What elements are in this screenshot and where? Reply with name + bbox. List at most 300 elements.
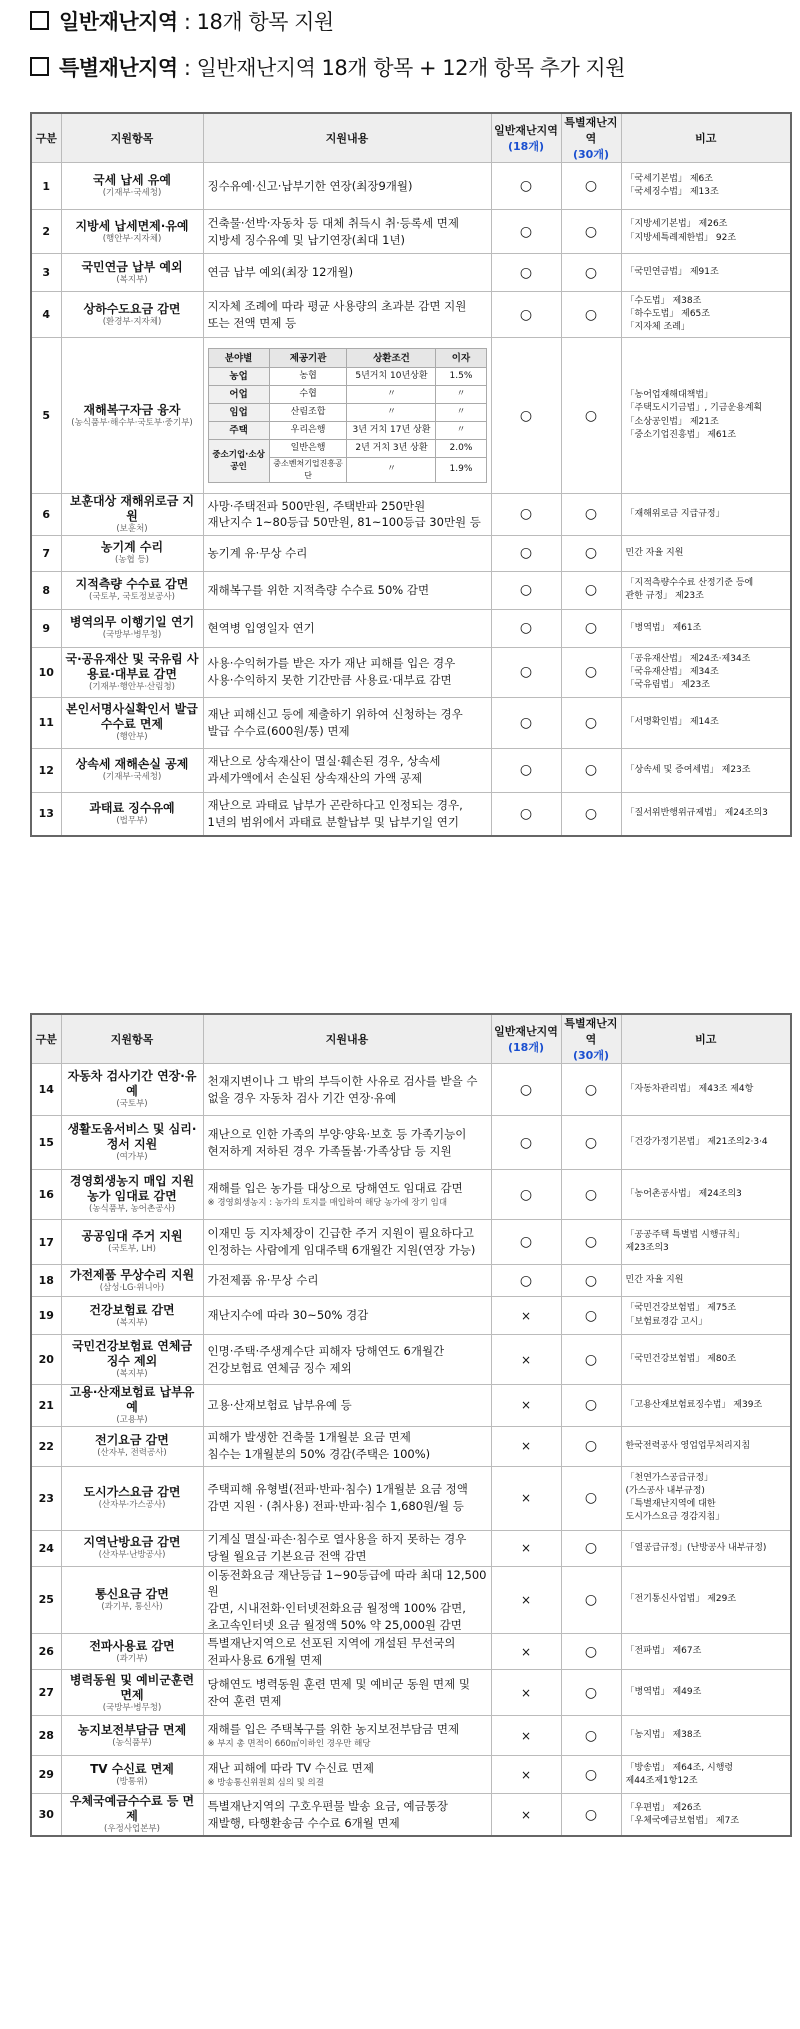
remark-line: 「국민건강보험법」 제80조 (625, 1353, 737, 1364)
col-special-count: (30개) (573, 148, 609, 161)
col-general (491, 1014, 561, 1064)
row-number: 10 (31, 647, 61, 697)
special-mark: ○ (561, 1297, 621, 1335)
remark (621, 748, 791, 792)
checkbox-square-icon (30, 57, 49, 76)
item-name: 국민연금 납부 예외 (81, 259, 183, 274)
remark (621, 1265, 791, 1297)
col-remark: 비고 (621, 113, 791, 163)
row-number: 4 (31, 292, 61, 338)
item-agency: (국토부) (116, 1099, 148, 1110)
remark-line: 「국민건강보험법」 제75조 (625, 1303, 737, 1314)
remark (621, 609, 791, 647)
remark (621, 1794, 791, 1836)
loan-rate: 1.9% (436, 458, 486, 482)
special-mark: ○ (561, 1385, 621, 1427)
general-mark: ○ (491, 647, 561, 697)
item-agency: (행안부) (116, 732, 148, 743)
content-line: 피해가 발생한 건축물 1개월분 요금 면제 (207, 1430, 411, 1445)
content-line: 특별재난지역의 구호우편물 발송 요금, 예금통장 (207, 1798, 448, 1813)
table-row (31, 647, 791, 697)
item-name: 도시가스요금 감면 (83, 1485, 181, 1500)
row-number: 17 (31, 1220, 61, 1265)
content-line: 재난 피해에 따라 TV 수신료 면제 (207, 1761, 374, 1776)
content-note: ※ 부지 총 면적이 660㎡이하인 경우만 해당 (207, 1738, 371, 1749)
item-name: 자동차 검사기간 연장·유예 (67, 1069, 197, 1099)
remark-line: 「질서위반행위규제법」 제24조의3 (625, 808, 768, 819)
item-name: 전기요금 감면 (95, 1433, 169, 1448)
col-special (561, 113, 621, 163)
remark (621, 1426, 791, 1466)
general-mark: ○ (491, 1220, 561, 1265)
support-item (61, 1634, 203, 1670)
support-item (61, 1385, 203, 1427)
loan-org: 일반은행 (269, 440, 347, 458)
support-item (61, 494, 203, 536)
loan-org: 수협 (269, 386, 347, 404)
item-name: 건강보험료 감면 (89, 1302, 175, 1317)
content-line: 이재민 등 지자체장이 긴급한 주거 지원이 필요하다고 (207, 1226, 474, 1241)
remark-line: 「보험료경감 고시」 (625, 1316, 708, 1327)
loan-row (208, 440, 486, 458)
remark (621, 1530, 791, 1566)
loan-field: 주택 (208, 422, 269, 440)
table-row (31, 1335, 791, 1385)
general-mark: × (491, 1566, 561, 1634)
table-row (31, 697, 791, 748)
special-mark: ○ (561, 571, 621, 609)
row-number: 8 (31, 571, 61, 609)
row-number: 26 (31, 1634, 61, 1670)
special-mark: ○ (561, 494, 621, 536)
row-number: 15 (31, 1116, 61, 1170)
row-number: 16 (31, 1170, 61, 1220)
item-name: 지방세 납세면제·유예 (75, 218, 189, 233)
row-number: 23 (31, 1466, 61, 1530)
table-row (31, 1220, 791, 1265)
remark-line: 「전파법」 제67조 (625, 1646, 702, 1657)
special-mark: ○ (561, 1466, 621, 1530)
support-content (203, 697, 491, 748)
content-line: 재발행, 타행환송금 수수료 6개월 면제 (207, 1815, 400, 1830)
row-number: 14 (31, 1064, 61, 1116)
remark (621, 535, 791, 571)
support-item (61, 792, 203, 836)
heading-general-text: : 18개 항목 지원 (177, 10, 334, 34)
support-content (203, 1335, 491, 1385)
general-mark: × (491, 1530, 561, 1566)
table-row (31, 1566, 791, 1634)
item-name: 국·공유재산 및 국유림 사용료·대부료 감면 (65, 651, 199, 681)
item-name: 가전제품 무상수리 지원 (69, 1267, 195, 1282)
content-line: 또는 전액 면제 등 (207, 315, 297, 330)
content-line: 잔여 훈련 면제 (207, 1693, 282, 1708)
support-item (61, 647, 203, 697)
loan-field: 어업 (208, 386, 269, 404)
content-line: 재해를 입은 농가를 대상으로 당해연도 임대료 감면 (207, 1181, 463, 1195)
support-item (61, 1566, 203, 1634)
row-number: 7 (31, 535, 61, 571)
remark (621, 1297, 791, 1335)
special-mark: ○ (561, 748, 621, 792)
remark (621, 1335, 791, 1385)
support-content (203, 609, 491, 647)
content-line: 건강보험료 연체금 징수 제외 (207, 1360, 352, 1375)
loan-term: 〃 (347, 404, 436, 422)
support-content (203, 792, 491, 836)
loan-row (208, 386, 486, 404)
general-mark: × (491, 1756, 561, 1794)
loan-field: 농업 (208, 368, 269, 386)
row-number: 20 (31, 1335, 61, 1385)
special-mark: ○ (561, 1335, 621, 1385)
heading-special-label: 특별재난지역 (59, 56, 178, 80)
special-mark: ○ (561, 1530, 621, 1566)
row-number: 11 (31, 697, 61, 748)
table-row (31, 494, 791, 536)
content-line: 사용·수익허가를 받은 자가 재난 피해를 입은 경우 (207, 656, 456, 671)
loan-org: 농협 (269, 368, 347, 386)
support-item (61, 338, 203, 494)
remark-line: 「국세기본법」 제6조 (625, 173, 713, 184)
support-content (203, 571, 491, 609)
item-agency: (농협 등) (115, 555, 149, 566)
general-mark: × (491, 1634, 561, 1670)
item-name: 생활도움서비스 및 심리·정서 지원 (67, 1122, 197, 1152)
loan-term: 2년 거치 3년 상환 (347, 440, 436, 458)
row-number: 24 (31, 1530, 61, 1566)
content-note: ※ 경영회생농지 : 농가의 토지를 매입하여 해당 농가에 장기 임대 (207, 1197, 448, 1208)
item-name: TV 수신료 면제 (90, 1762, 174, 1776)
content-line: 과세가액에서 손실된 상속재산의 가액 공제 (207, 771, 423, 786)
item-name: 지적측량 수수료 감면 (75, 577, 189, 592)
col-general (491, 113, 561, 163)
row-number: 3 (31, 254, 61, 292)
remark (621, 1756, 791, 1794)
support-table-1 (30, 112, 792, 837)
support-item (61, 254, 203, 292)
loan-term: 〃 (347, 458, 436, 482)
support-item (61, 1335, 203, 1385)
content-line: 당해연도 병력동원 훈련 면제 및 예비군 동원 면제 및 (207, 1677, 471, 1692)
remark (621, 1670, 791, 1716)
col-content: 지원내용 (203, 113, 491, 163)
col-general-count: (18개) (508, 1041, 544, 1054)
support-item (61, 1265, 203, 1297)
remark-line: 「소상공인법」 제21조 (625, 416, 719, 427)
remark-line: 「상속세 및 증여세법」 제23조 (625, 764, 751, 775)
support-content (203, 1530, 491, 1566)
remark-line: 「병역법」 제49조 (625, 1687, 702, 1698)
general-mark: ○ (491, 1265, 561, 1297)
item-name: 병력동원 및 예비군훈련 면제 (69, 1672, 195, 1702)
support-content (203, 1116, 491, 1170)
general-mark: × (491, 1466, 561, 1530)
item-agency: (기재부·국세청) (102, 772, 162, 783)
remark-line: 「농지법」 제38조 (625, 1730, 702, 1741)
special-mark: ○ (561, 647, 621, 697)
item-name: 공공임대 주거 지원 (81, 1229, 183, 1244)
special-mark: ○ (561, 609, 621, 647)
support-item (61, 1670, 203, 1716)
content-line: 현저하게 저하된 경우 가족돌봄·가족상담 등 지원 (207, 1143, 452, 1158)
remark (621, 338, 791, 494)
special-mark: ○ (561, 1716, 621, 1756)
content-line: 재난지수 1~80등급 50만원, 81~100등급 30만원 등 (207, 515, 481, 530)
table-row (31, 1634, 791, 1670)
item-name: 경영회생농지 매입 지원 농가 임대료 감면 (69, 1174, 195, 1204)
support-item (61, 1297, 203, 1335)
item-name: 보훈대상 재해위로금 지원 (69, 494, 195, 523)
table-row (31, 1297, 791, 1335)
item-agency: (복지부) (116, 274, 148, 285)
col-general-label: 일반재난지역 (494, 124, 558, 137)
row-number: 29 (31, 1756, 61, 1794)
item-agency: (법무부) (116, 816, 148, 827)
support-content (203, 1756, 491, 1794)
remark-line: 「재해위로금 지급규정」 (625, 508, 725, 519)
general-mark: ○ (491, 1116, 561, 1170)
support-item (61, 571, 203, 609)
remark (621, 571, 791, 609)
item-agency: (과기부, 통신사) (101, 1602, 163, 1613)
item-name: 농기계 수리 (100, 540, 164, 555)
loan-org: 산림조합 (269, 404, 347, 422)
support-item (61, 1426, 203, 1466)
row-number: 22 (31, 1426, 61, 1466)
remark (621, 1220, 791, 1265)
item-agency: (농식품부·해수부·국토부·중기부) (71, 417, 193, 428)
item-agency: (여가부) (116, 1152, 148, 1163)
remark-line: (가스공사 내부규정) (625, 1486, 705, 1497)
remark-line: 「농어촌공사법」 제24조의3 (625, 1188, 742, 1199)
item-agency: (과기부) (116, 1654, 148, 1664)
support-content (203, 748, 491, 792)
remark-line: 「전기통신사업법」 제29조 (625, 1594, 737, 1605)
general-mark: × (491, 1716, 561, 1756)
table-row (31, 609, 791, 647)
content-line: 재난지수에 따라 30~50% 경감 (207, 1308, 369, 1323)
general-mark: ○ (491, 1064, 561, 1116)
item-agency: (기재부·국세청) (102, 188, 162, 199)
remark-line: 「국유림법」 제23조 (625, 679, 710, 690)
row-number: 21 (31, 1385, 61, 1427)
content-line: 전파사용료 6개월 면제 (207, 1652, 323, 1667)
general-mark: ○ (491, 163, 561, 210)
remark-line: 「하수도법」 제65조 (625, 308, 710, 319)
content-line: 주택피해 유형별(전파·반파·침수) 1개월분 요금 정액 (207, 1482, 468, 1497)
content-line: 감면, 시내전화·인터넷전화요금 월정액 100% 감면, (207, 1600, 466, 1615)
remark-line: 「우편법」 제26조 (625, 1802, 702, 1813)
remark-line: 「국민연금법」 제91조 (625, 266, 719, 277)
remark-line: 「수도법」 제38조 (625, 295, 702, 306)
row-number: 27 (31, 1670, 61, 1716)
heading-special (30, 52, 625, 82)
item-agency: (국방부·병무청) (102, 1702, 162, 1713)
loan-field: 중소기업·소상공인 (208, 440, 269, 482)
content-line: 연금 납부 예외(최장 12개월) (207, 265, 354, 280)
item-name: 고용·산재보험료 납부유예 (69, 1385, 195, 1414)
remark (621, 1716, 791, 1756)
support-content (203, 254, 491, 292)
remark-line: 한국전력공사 영업업무처리지침 (625, 1440, 751, 1451)
content-line: 천재지변이나 그 밖의 부득이한 사유로 검사를 받을 수 (207, 1073, 478, 1088)
support-item (61, 1170, 203, 1220)
item-agency: (복지부) (116, 1317, 148, 1328)
support-content (203, 1170, 491, 1220)
special-mark: ○ (561, 1116, 621, 1170)
item-agency: (삼성·LG·위니아) (99, 1282, 165, 1293)
support-content (203, 1794, 491, 1836)
content-line: 지방세 징수유예 및 납기연장(최대 1년) (207, 232, 406, 247)
remark-line: 민간 자율 지원 (625, 1274, 684, 1285)
item-name: 우체국예금수수료 등 면제 (69, 1794, 195, 1824)
remark-line: 「지적측량수수료 산정기준 등에 (625, 578, 754, 589)
general-mark: ○ (491, 609, 561, 647)
support-item (61, 1466, 203, 1530)
content-line: 재난으로 상속재산이 멸실·훼손된 경우, 상속세 (207, 754, 441, 769)
special-mark: ○ (561, 1064, 621, 1116)
support-item (61, 748, 203, 792)
general-mark: × (491, 1385, 561, 1427)
col-no: 구분 (31, 113, 61, 163)
general-mark: × (491, 1670, 561, 1716)
support-content (203, 1716, 491, 1756)
loan-row (208, 404, 486, 422)
col-general-label: 일반재난지역 (494, 1025, 558, 1038)
remark (621, 1385, 791, 1427)
table-row (31, 571, 791, 609)
remark (621, 1566, 791, 1634)
table-row (31, 1385, 791, 1427)
support-content (203, 1297, 491, 1335)
support-item (61, 609, 203, 647)
content-line: 인정하는 사람에게 임대주택 6개월간 지원(연장 가능) (207, 1243, 476, 1257)
item-name: 병역의무 이행기일 연기 (69, 615, 195, 630)
content-line: 사용·수익하지 못한 기간만큼 사용료·대부료 감면 (207, 673, 452, 688)
remark-line: 「주택도시기금법」, 기금운용계획 (625, 403, 763, 414)
general-mark: ○ (491, 254, 561, 292)
content-line: 감면 지원 · (취사용) 전파·반파·침수 1,680원/월 등 (207, 1499, 464, 1514)
remark (621, 1466, 791, 1530)
remark-line: 「중소기업진흥법」 제61조 (625, 429, 737, 440)
remark-line: 「건강가정기본법」 제21조의2·3·4 (625, 1136, 768, 1147)
support-item (61, 1794, 203, 1836)
remark-line: 「특별재난지역에 대한 (625, 1499, 716, 1510)
remark-line: 「서명확인법」 제14조 (625, 717, 719, 728)
table-row (31, 1794, 791, 1836)
content-line: 지자체 조례에 따라 평균 사용량의 초과분 감면 지원 (207, 298, 467, 313)
table-row (31, 1530, 791, 1566)
special-mark: ○ (561, 697, 621, 748)
heading-special-text: : 일반재난지역 18개 항목 + 12개 항목 추가 지원 (177, 56, 625, 80)
item-agency: (국토부, 국토정보공사) (89, 592, 175, 603)
item-agency: (농식품부) (112, 1738, 152, 1748)
col-no: 구분 (31, 1014, 61, 1064)
content-line: 농기계 유·무상 수리 (207, 545, 308, 560)
content-line: 재해복구를 위한 지적측량 수수료 50% 감면 (207, 582, 430, 597)
support-item (61, 292, 203, 338)
loan-header: 상환조건 (347, 349, 436, 368)
row-number: 18 (31, 1265, 61, 1297)
table-row (31, 210, 791, 254)
col-general-count: (18개) (508, 140, 544, 153)
remark-line: 「자동차관리법」 제43조 제4항 (625, 1083, 754, 1094)
support-content (203, 163, 491, 210)
row-number: 12 (31, 748, 61, 792)
remark-line: 「지방세기본법」 제26조 (625, 219, 728, 230)
support-item (61, 1220, 203, 1265)
row-number: 30 (31, 1794, 61, 1836)
special-mark: ○ (561, 1220, 621, 1265)
item-name: 국세 납세 유예 (93, 173, 171, 188)
content-line: 재난으로 과태료 납부가 곤란하다고 인정되는 경우, (207, 798, 463, 813)
support-content (203, 292, 491, 338)
support-item (61, 1756, 203, 1794)
support-content (203, 1670, 491, 1716)
table-row (31, 292, 791, 338)
support-item (61, 1064, 203, 1116)
support-content (203, 647, 491, 697)
support-item (61, 1530, 203, 1566)
content-line: 기계실 멸실·파손·침수로 열사용을 하지 못하는 경우 (207, 1532, 467, 1547)
loan-term: 5년거치 10년상환 (347, 368, 436, 386)
remark-line: 「공공주택 특별법 시행규칙」 (625, 1229, 745, 1240)
content-line: 징수유예·신고·납부기한 연장(최장9개월) (207, 178, 413, 193)
remark-line: 「공유재산법」 제24조·제34조 (625, 653, 751, 664)
special-mark: ○ (561, 1794, 621, 1836)
item-agency: (국방부·병무청) (102, 630, 162, 641)
table-row (31, 535, 791, 571)
row-number: 6 (31, 494, 61, 536)
remark-line: 「고용산재보험료징수법」 제39조 (625, 1399, 763, 1410)
general-mark: ○ (491, 338, 561, 494)
content-line: 이동전화요금 재난등급 1~90등급에 따라 최대 12,500원 (207, 1567, 487, 1599)
support-content (203, 210, 491, 254)
content-line: 침수는 1개월분의 50% 경감(주택은 100%) (207, 1447, 431, 1462)
special-mark: ○ (561, 792, 621, 836)
general-mark: ○ (491, 210, 561, 254)
item-agency: (산자부·난방공사) (98, 1550, 166, 1561)
item-name: 통신요금 감면 (95, 1587, 169, 1602)
item-agency: (산자부·가스공사) (98, 1500, 166, 1511)
remark-line: 제44조제1항12조 (625, 1775, 698, 1786)
content-line: 없을 경우 자동차 검사 기간 연장·유예 (207, 1090, 397, 1105)
support-content (203, 1220, 491, 1265)
remark (621, 1170, 791, 1220)
loan-rate: 〃 (436, 422, 486, 440)
col-special-count: (30개) (573, 1049, 609, 1062)
row-number: 25 (31, 1566, 61, 1634)
table-row (31, 338, 791, 494)
content-line: 재난으로 인한 가족의 부양·양육·보호 등 가족기능이 (207, 1126, 467, 1141)
support-item (61, 1716, 203, 1756)
content-line: 발급 수수료(600원/통) 면제 (207, 723, 350, 738)
content-line: 건축물·선박·자동차 등 대체 취득시 취·등록세 면제 (207, 215, 459, 230)
loan-header: 제공기관 (269, 349, 347, 368)
support-content (203, 1385, 491, 1427)
item-agency: (보훈처) (116, 524, 148, 534)
loan-field: 임업 (208, 404, 269, 422)
remark-line: 관한 규정」 제23조 (625, 591, 704, 602)
item-name: 지역난방요금 감면 (83, 1535, 181, 1550)
remark-line: 「천연가스공급규정」 (625, 1473, 714, 1484)
support-item (61, 1116, 203, 1170)
special-mark: ○ (561, 292, 621, 338)
table-row (31, 1265, 791, 1297)
support-content (203, 338, 491, 494)
remark (621, 647, 791, 697)
